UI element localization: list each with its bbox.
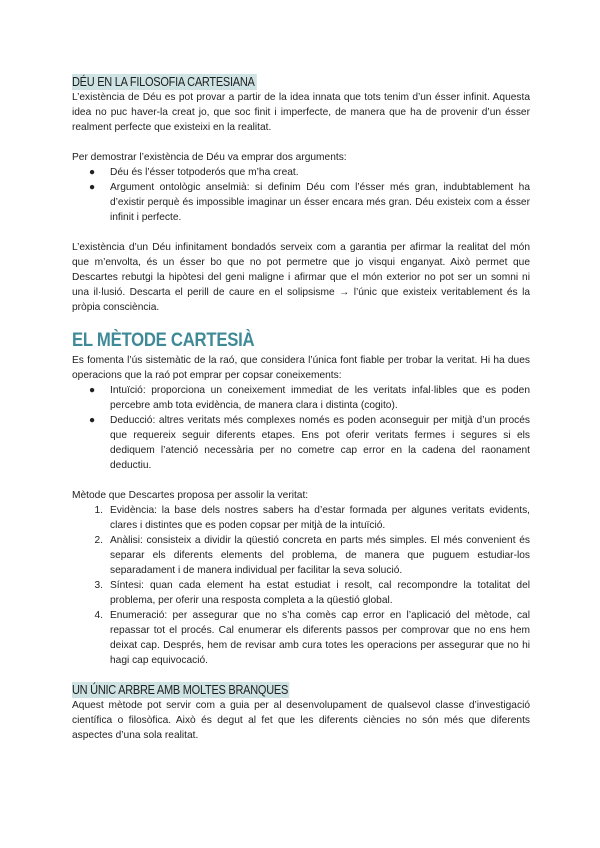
list-number: 1. [94,505,103,516]
deu-intro-paragraph: L’existència de Déu es pot provar a partir de la idea innata que tots tenim d’un ésser infinit. Aquesta idea no puc haver-la creat jo, que soc finit i imperfecte, de manera que ha de provenir d’un ésser realment perfecte que existeixi en la realitat. [72,92,530,133]
deu-closing-paragraph: L’existència d’un Déu infinitament bondadós serveix com a garantia per afirmar la realitat del món que m’envolta, és un ésser bo que no pot permetre que jo visqui enganyat. Això permet que Descartes rebutgi la hipòtesi del geni maligne i afirmar que el món exterior no pot ser un somni ni una il·lusió. Descarta el perill de caure en el solipsisme → l’únic que existeix veritablement és la pròpia consciència. [72,242,530,313]
list-item: ● Intuïció: proporciona un coneixement immediat de les veritats infal·libles que es poden percebre amb tota evidència, de manera clara i distinta (cogito). [89,385,530,411]
arbre-paragraph: Aquest mètode pot servir com a guia per al desenvolupament de qualsevol classe d’investigació científica o filosòfica. Això és degut al fet que les diferents ciències no són més que diferents aspectes d’una sola realitat. [72,700,530,741]
list-item: ● Argument ontològic anselmià: si definim Déu com l’ésser més gran, indubtablement ha d’existir perquè és impossible imaginar un ésser encara més gran. Déu existeix com a ésser infinit i perfecte. [89,182,530,223]
list-item: ● Deducció: altres veritats més complexes només es poden aconseguir per mitjà d’un procés que requereix seguir diferents etapes. Ens pot oferir veritats fermes i segures si els dediquem l’atenció necessària per no cometre cap error en la cadena del raonament deductiu. [89,415,530,471]
document-content [72,74,530,743]
list-item: 2. Anàlisi: consisteix a dividir la qüestió concreta en parts més simples. El més convenient és separar els diferents elements del problema, de manera que puguem estudiar-los separadament i de manera individual per facilitar la seva solució. [72,533,530,578]
deu-args-intro: Per demostrar l’existència de Déu va emprar dos arguments: [72,152,347,163]
bullet-icon: ● [89,415,96,426]
section-heading-metode: EL MÈTODE CARTESIÀ [72,330,255,351]
bullet-icon: ● [89,167,96,178]
list-item: 3. Síntesi: quan cada element ha estat estudiat i resolt, cal recompondre la totalitat del problema, per oferir una resposta completa a la qüestió global. [72,578,530,608]
section-heading-arbre: UN ÚNIC ARBRE AMB MOLTES BRANQUES [72,683,289,697]
list-number: 2. [94,535,103,546]
metode-steps-list [72,503,530,668]
deu-arguments-list [72,165,530,225]
section-heading-row [72,74,530,90]
list-item: 1. Evidència: la base dels nostres sabers ha d’estar formada per algunes veritats evidents, clares i distintes que es poden copsar per mitjà de la intuïció. [72,503,530,533]
list-number: 4. [94,610,103,621]
section-heading-deu: DÉU EN LA FILOSOFIA CARTESIANA [72,75,255,89]
list-item: ● Déu és l’ésser totpoderós que m’ha creat. [89,167,299,178]
metode-intro-paragraph: Es fomenta l’ús sistemàtic de la raó, que considera l’única font fiable per trobar la veritat. Hi ha dues operacions que la raó pot emprar per copsar coneixements: [72,355,530,381]
bullet-icon: ● [89,182,96,193]
section-heading-row [72,682,530,698]
bullet-icon: ● [89,385,96,396]
metode-operations-list [72,383,530,473]
list-number: 3. [94,580,103,591]
list-item: 4. Enumeració: per assegurar que no s’ha comès cap error en l’aplicació del mètode, cal repassar tot el procés. Cal enumerar els diferents passos per comprovar que no ens hem deixat cap. Després, hem de revisar amb cura totes les operacions per assegurar que no hi hagi cap equivocació. [72,608,530,668]
metode-steps-intro: Mètode que Descartes proposa per assolir la veritat: [72,490,309,501]
